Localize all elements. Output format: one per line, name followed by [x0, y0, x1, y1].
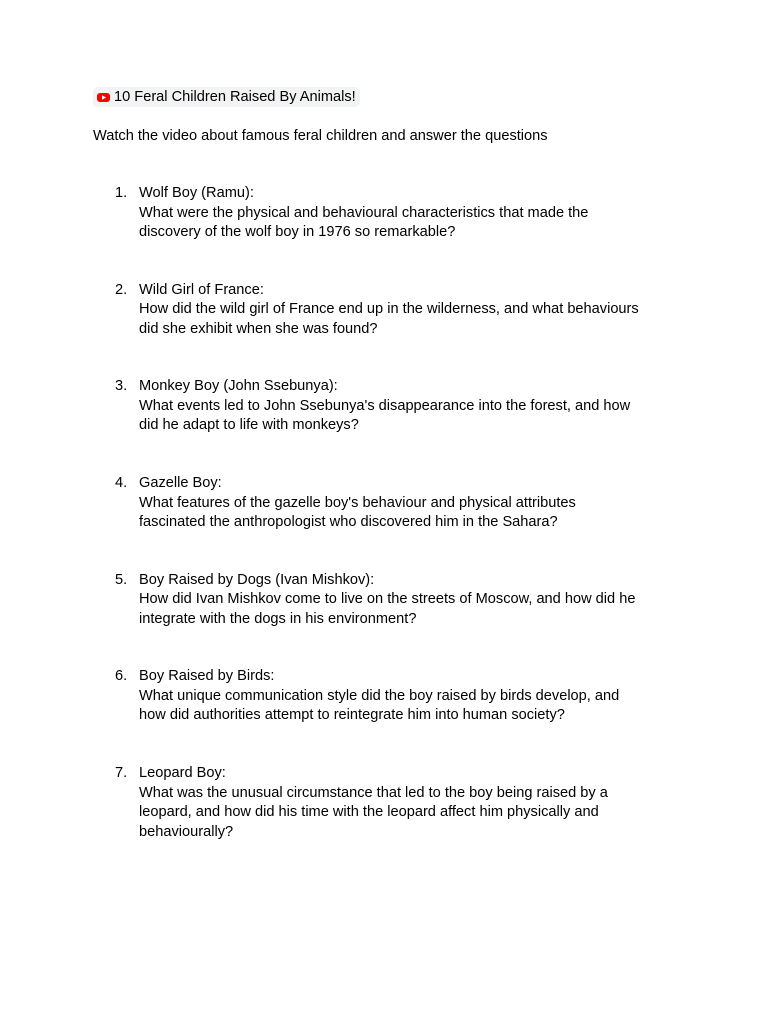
question-text-line: What events led to John Ssebunya's disappearance into the forest, and how [139, 397, 631, 414]
question-item [0, 764, 768, 861]
question-number: 7. [115, 765, 128, 782]
question-title: Wolf Boy (Ramu): [139, 185, 254, 201]
question-number: 2. [115, 281, 128, 298]
question-item [0, 377, 768, 474]
question-title: Wild Girl of France: [139, 281, 264, 298]
question-text-line: What were the physical and behavioural characteristics that made the [139, 204, 589, 221]
question-number: 1. [115, 185, 128, 201]
question-number: 6. [115, 668, 128, 685]
question-text-line: What was the unusual circumstance that led to the boy being raised by a [139, 784, 608, 801]
question-title: Boy Raised by Dogs (Ivan Mishkov): [139, 571, 375, 588]
question-text-line: How did Ivan Mishkov come to live on the streets of Moscow, and how did he [139, 591, 636, 608]
question-text-line: leopard, and how did his time with the leopard affect him physically and [139, 804, 599, 821]
question-text-line: did she exhibit when she was found? [139, 320, 378, 337]
video-link-chip[interactable] [93, 87, 360, 107]
question-text-line: How did the wild girl of France end up in the wilderness, and what behaviours [139, 301, 639, 318]
question-text-line: did he adapt to life with monkeys? [139, 417, 359, 434]
question-text-line: fascinated the anthropologist who discovered him in the Sahara? [139, 514, 558, 531]
question-item [0, 667, 768, 764]
question-item [0, 571, 768, 668]
question-body [139, 377, 679, 436]
question-body [139, 281, 679, 340]
question-number: 5. [115, 571, 128, 588]
question-number: 4. [115, 475, 128, 492]
question-text-line: What features of the gazelle boy's behaviour and physical attributes [139, 494, 576, 511]
question-title: Boy Raised by Birds: [139, 668, 275, 685]
question-title: Leopard Boy: [139, 765, 226, 782]
question-item [0, 184, 768, 281]
video-link-label[interactable]: 10 Feral Children Raised By Animals! [114, 89, 356, 105]
question-text-line: behaviourally? [139, 823, 234, 840]
question-text-line: What unique communication style did the boy raised by birds develop, and [139, 687, 620, 704]
question-item [0, 281, 768, 378]
question-title: Gazelle Boy: [139, 475, 222, 492]
question-body [139, 764, 679, 842]
question-item [0, 474, 768, 571]
question-body [139, 474, 679, 533]
question-text-line: discovery of the wolf boy in 1976 so remarkable? [139, 224, 456, 240]
question-title: Monkey Boy (John Ssebunya): [139, 378, 338, 395]
youtube-icon [97, 93, 110, 102]
question-text-line: integrate with the dogs in his environment? [139, 610, 417, 627]
questions-list [0, 184, 768, 861]
instructions-text: Watch the video about famous feral children and answer the questions [93, 128, 548, 144]
question-number: 3. [115, 378, 128, 395]
question-body [139, 184, 679, 243]
question-body [139, 571, 679, 630]
question-text-line: how did authorities attempt to reintegrate him into human society? [139, 707, 565, 724]
question-body [139, 667, 679, 726]
